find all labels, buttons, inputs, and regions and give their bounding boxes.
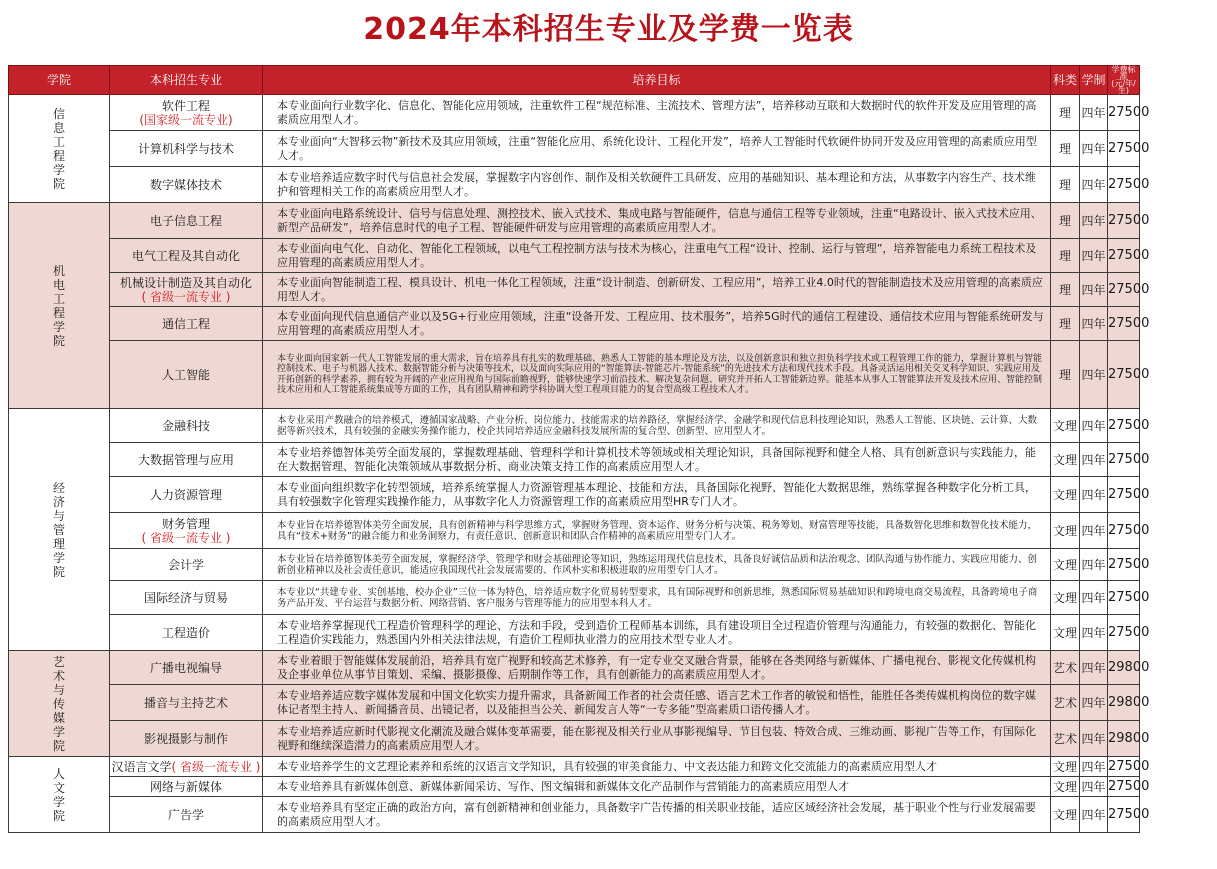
header-major: 本科招生专业 xyxy=(110,66,263,95)
training-goal-cell: 本专业面向电路系统设计、信号与信息处理、测控技术、嵌入式技术、集成电路与智能硬件，信息与通信工程等专业领域，注重“电路设计、嵌入式技术应用、新型产品研发”，培养信息时代的电子工程、智能硬件研发与应用管理的高素质应用型人才。 xyxy=(263,203,1051,239)
category-cell: 文理 xyxy=(1051,797,1080,833)
category-cell: 理 xyxy=(1051,239,1080,273)
major-cell xyxy=(110,167,263,203)
major-cell xyxy=(110,581,263,615)
years-cell: 四年 xyxy=(1080,131,1108,167)
training-goal-cell: 本专业着眼于智能媒体发展前沿，培养具有宽广视野和较高艺术修养，有一定专业交叉融合背景，能够在各类网络与新媒体、广播电视台、影视文化传媒机构及企事业单位从事节目策划、采编、摄影摄像、后期制作等工作，具有创新能力的高素质应用型人才。 xyxy=(263,651,1051,685)
major-cell xyxy=(110,685,263,721)
fee-cell: 27500 xyxy=(1108,757,1140,777)
major-name: 广播电视编导 xyxy=(149,660,222,675)
training-goal-cell: 本专业采用产教融合的培养模式，遵循国家战略、产业分析、岗位能力、技能需求的培养路径，掌握经济学、金融学和现代信息科技理论知识，熟悉人工智能、区块链、云计算、大数据等新兴技术，具有较强的金融实务操作能力，校企共同培养适应金融科技发展所需的复合型、创新型、应用型人才。 xyxy=(263,409,1051,443)
page-title: 2024年本科招生专业及学费一览表 xyxy=(363,12,854,47)
college-name: 艺术与传媒学院 xyxy=(52,654,65,753)
category-cell: 理 xyxy=(1051,203,1080,239)
table-row xyxy=(9,513,1140,549)
fee-cell: 27500 xyxy=(1108,203,1140,239)
years-cell: 四年 xyxy=(1080,307,1108,341)
fee-cell: 27500 xyxy=(1108,443,1140,477)
college-cell xyxy=(9,757,110,833)
major-cell xyxy=(110,651,263,685)
major-cell xyxy=(110,615,263,651)
table-row xyxy=(9,477,1140,513)
fee-cell: 27500 xyxy=(1108,549,1140,581)
years-cell: 四年 xyxy=(1080,615,1108,651)
table-row xyxy=(9,757,1140,777)
major-cell xyxy=(110,95,263,131)
category-cell: 理 xyxy=(1051,167,1080,203)
training-goal-cell: 本专业培养具有新媒体创意、新媒体新闻采访、写作、图文编辑和新媒体文化产品制作与营销能力的高素质应用型人才 xyxy=(263,777,1051,797)
training-goal-cell: 本专业培养掌握现代工程造价管理科学的理论、方法和手段，受到造价工程师基本训练，具有建设项目全过程造价管理与沟通能力，有较强的数据化、智能化工程造价实践能力，熟悉国内外相关法律法规，有造价工程师执业潜力的应用技术型专业人才。 xyxy=(263,615,1051,651)
category-cell: 文理 xyxy=(1051,409,1080,443)
training-goal-cell: 本专业培养适应数字媒体发展和中国文化软实力提升需求，具备新闻工作者的社会责任感、语言艺术工作者的敏锐和悟性，能胜任各类传媒机构岗位的数字媒体记者型主持人、新闻播音员、出镜记者，以及能担当公关、新闻发言人等“一专多能”型高素质口语传播人才。 xyxy=(263,685,1051,721)
category-cell: 文理 xyxy=(1051,777,1080,797)
header-fee-line2: (元/年/生) xyxy=(1111,79,1136,95)
years-cell: 四年 xyxy=(1080,651,1108,685)
major-cell xyxy=(110,203,263,239)
training-goal-cell: 本专业面向国家新一代人工智能发展的重大需求，旨在培养具有扎实的数理基础、熟悉人工智能的基本理论及方法，以及创新意识和独立担负科学技术或工程管理工作的能力，掌握计算机与智能控制技术、电子与机器人技术、数据智能分析与决策等技术，以及面向实际应用的“智能算法-智能芯片-智能系统”的先进技术方法和现代技术手段。具备灵活运用相关交叉科学知识、实践应用及开拓创新的科学素养，拥有较为开阔的产业应用视角与国际前瞻视野，能够快速学习前沿技术、解决复杂问题、研究并开拓人工智能新边界。能基本从事人工智能算法开发及技术应用、智能控制技术应用和人工智能系统集成等方面的工作，具有团队精神和跨学科协调大型工程项目能力的复合型高级工程技术人才。 xyxy=(263,341,1051,409)
fee-cell: 27500 xyxy=(1108,167,1140,203)
table-row xyxy=(9,581,1140,615)
first-class-badge: ( 省级一流专业 ) xyxy=(141,289,231,304)
training-goal-cell: 本专业培养德智体美劳全面发展的，掌握数理基础、管理科学和计算机技术等领域或相关理论知识，具备国际视野和健全人格、具有创新意识与实践能力，能在大数据管理、智能化决策领域从事数据分析、商业决策支持工作的高素质应用型人才。 xyxy=(263,443,1051,477)
college-name: 经济与管理学院 xyxy=(52,480,65,579)
major-name: 电气工程及其自动化 xyxy=(131,248,240,263)
major-name: 软件工程 xyxy=(161,98,210,113)
training-goal-cell: 本专业旨在培养德智体美劳全面发展，具有创新精神与科学思维方式，掌握财务管理、资本运作、财务分析与决策、税务筹划、财富管理等技能，具备数智化思维和数智化技术能力，具有“技术+财务”的融合能力和业务洞察力，有责任意识、创新意识和团队合作精神的高素质应用型专门人才。 xyxy=(263,513,1051,549)
fee-cell: 27500 xyxy=(1108,513,1140,549)
fee-cell: 29800 xyxy=(1108,685,1140,721)
fee-cell: 29800 xyxy=(1108,651,1140,685)
years-cell: 四年 xyxy=(1080,581,1108,615)
college-cell xyxy=(9,95,110,203)
major-name: 电子信息工程 xyxy=(149,213,222,228)
fee-cell: 27500 xyxy=(1108,777,1140,797)
major-name: 大数据管理与应用 xyxy=(137,452,234,467)
college-cell xyxy=(9,203,110,409)
table-row xyxy=(9,615,1140,651)
major-name: 国际经济与贸易 xyxy=(143,590,228,605)
college-cell xyxy=(9,409,110,651)
category-cell: 文理 xyxy=(1051,581,1080,615)
header-college: 学院 xyxy=(9,66,110,95)
fee-cell: 27500 xyxy=(1108,477,1140,513)
major-cell xyxy=(110,797,263,833)
table-row xyxy=(9,721,1140,757)
category-cell: 文理 xyxy=(1051,757,1080,777)
fee-cell: 27500 xyxy=(1108,409,1140,443)
table-row xyxy=(9,443,1140,477)
major-cell xyxy=(110,307,263,341)
fee-cell: 27500 xyxy=(1108,95,1140,131)
fee-cell: 29800 xyxy=(1108,721,1140,757)
training-goal-cell: 本专业面向组织数字化转型领域，培养系统掌握人力资源管理基本理论、技能和方法，具备国际化视野、智能化大数据思维，熟练掌握各种数字化分析工具，具有较强数字化管理实践操作能力，从事数字化人力资源管理工作的高素质应用型HR专门人才。 xyxy=(263,477,1051,513)
training-goal-cell: 本专业培养具有坚定正确的政治方向，富有创新精神和创业能力，具备数字广告传播的相关职业技能，适应区域经济社会发展，基于职业个性与行业发展需要的高素质应用型人才。 xyxy=(263,797,1051,833)
major-name: 计算机科学与技术 xyxy=(137,141,234,156)
major-cell xyxy=(110,131,263,167)
major-cell xyxy=(110,777,263,797)
training-goal-cell: 本专业面向“大智移云物”新技术及其应用领域，注重“智能化应用、系统化设计、工程化开发”，培养人工智能时代软硬件协同开发及应用管理的高素质应用型人才。 xyxy=(263,131,1051,167)
first-class-badge: ( 省级一流专业 ) xyxy=(141,530,231,545)
training-goal-cell: 本专业培养适应新时代影视文化潮流及融合媒体变革需要，能在影视及相关行业从事影视编导、节目包装、特效合成、三维动画、影视广告等工作，有国际化视野和继续深造潜力的高素质应用型人才。 xyxy=(263,721,1051,757)
major-name: 播音与主持艺术 xyxy=(143,695,228,710)
fee-cell: 27500 xyxy=(1108,131,1140,167)
major-name: 机械设计制造及其自动化 xyxy=(119,275,252,290)
years-cell: 四年 xyxy=(1080,721,1108,757)
years-cell: 四年 xyxy=(1080,341,1108,409)
table-body xyxy=(9,95,1150,833)
table-row xyxy=(9,167,1140,203)
table-row xyxy=(9,307,1140,341)
college-name: 机电工程学院 xyxy=(52,263,65,348)
category-cell: 理 xyxy=(1051,307,1080,341)
years-cell: 四年 xyxy=(1080,443,1108,477)
category-cell: 文理 xyxy=(1051,549,1080,581)
first-class-badge: (国家级一流专业) xyxy=(139,112,233,127)
fee-cell: 27500 xyxy=(1108,273,1140,307)
training-goal-cell: 本专业面向行业数字化、信息化、智能化应用领域，注重软件工程“规范标准、主流技术、管理方法”，培养移动互联和大数据时代的软件开发及应用管理的高素质应用型人才。 xyxy=(263,95,1051,131)
fee-cell: 27500 xyxy=(1108,615,1140,651)
training-goal-cell: 本专业培养学生的文艺理论素养和系统的汉语言文学知识，具有较强的审美食能力、中文表达能力和跨文化交流能力的高素质应用型人才 xyxy=(263,757,1051,777)
fee-cell: 27500 xyxy=(1108,581,1140,615)
header-fee xyxy=(1108,66,1140,95)
table-row xyxy=(9,95,1140,131)
years-cell: 四年 xyxy=(1080,757,1108,777)
major-cell xyxy=(110,549,263,581)
majors-fee-table xyxy=(8,65,1150,833)
table-row xyxy=(9,203,1140,239)
major-cell xyxy=(110,721,263,757)
college-name: 人文学院 xyxy=(52,766,65,823)
years-cell: 四年 xyxy=(1080,797,1108,833)
category-cell: 艺术 xyxy=(1051,685,1080,721)
training-goal-cell: 本专业以“共建专业、实创基地、校办企业”三位一体为特色，培养适应数字化贸易转型要求，具有国际视野和创新思维，熟悉国际贸易基础知识和跨境电商交易流程，具备跨境电子商务产品开发、平台运营与数据分析、网络营销、客户服务与管理等能力的应用型本科人才。 xyxy=(263,581,1051,615)
years-cell: 四年 xyxy=(1080,685,1108,721)
fee-cell: 27500 xyxy=(1108,797,1140,833)
fee-cell: 27500 xyxy=(1108,239,1140,273)
years-cell: 四年 xyxy=(1080,477,1108,513)
years-cell: 四年 xyxy=(1080,95,1108,131)
years-cell: 四年 xyxy=(1080,549,1108,581)
major-name: 影视摄影与制作 xyxy=(143,731,228,746)
category-cell: 文理 xyxy=(1051,615,1080,651)
table-row xyxy=(9,273,1140,307)
major-name: 会计学 xyxy=(167,557,204,572)
major-name: 工程造价 xyxy=(161,625,210,640)
category-cell: 理 xyxy=(1051,131,1080,167)
major-name: 金融科技 xyxy=(161,418,210,433)
major-name: 通信工程 xyxy=(161,316,210,331)
major-cell xyxy=(110,341,263,409)
header-goal: 培养目标 xyxy=(263,66,1051,95)
years-cell: 四年 xyxy=(1080,203,1108,239)
training-goal-cell: 本专业培养适应数字时代与信息社会发展，掌握数字内容创作、制作及相关软硬件工具研发、应用的基础知识、基本理论和方法，从事数字内容生产、技术维护和管理相关工作的高素质应用型人才。 xyxy=(263,167,1051,203)
years-cell: 四年 xyxy=(1080,409,1108,443)
major-name: 网络与新媒体 xyxy=(149,779,222,794)
major-name: 人工智能 xyxy=(161,367,210,382)
major-name: 数字媒体技术 xyxy=(149,177,222,192)
header-years: 学制 xyxy=(1080,66,1108,95)
category-cell: 理 xyxy=(1051,95,1080,131)
years-cell: 四年 xyxy=(1080,777,1108,797)
table-row xyxy=(9,777,1140,797)
category-cell: 理 xyxy=(1051,273,1080,307)
table-row xyxy=(9,685,1140,721)
major-cell xyxy=(110,443,263,477)
training-goal-cell: 本专业旨在培养德智体美劳全面发展，掌握经济学、管理学和财会基础理论等知识，熟练运用现代信息技术，具备良好诚信品质和法治观念、团队沟通与协作能力、实践应用能力、创新创业精神以及社会责任意识，能适应我国现代社会发展需要的、作风朴实和积极进取的应用型专门人才。 xyxy=(263,549,1051,581)
years-cell: 四年 xyxy=(1080,167,1108,203)
table-row xyxy=(9,409,1140,443)
training-goal-cell: 本专业面向现代信息通信产业以及5G+行业应用领域，注重“设备开发、工程应用、技术服务”，培养5G时代的通信工程建设、通信技术应用与智能系统研发与应用管理的高素质应用型人才。 xyxy=(263,307,1051,341)
category-cell: 文理 xyxy=(1051,443,1080,477)
table-row xyxy=(9,341,1140,409)
table-row xyxy=(9,549,1140,581)
college-cell xyxy=(9,651,110,757)
major-cell xyxy=(110,477,263,513)
years-cell: 四年 xyxy=(1080,239,1108,273)
category-cell: 艺术 xyxy=(1051,651,1080,685)
major-cell xyxy=(110,513,263,549)
category-cell: 理 xyxy=(1051,341,1080,409)
table-row xyxy=(9,651,1140,685)
table-row xyxy=(9,239,1140,273)
major-name: 汉语言文学 xyxy=(111,759,172,774)
years-cell: 四年 xyxy=(1080,273,1108,307)
training-goal-cell: 本专业面向智能制造工程、模具设计、机电一体化工程领域，注重“设计制造、创新研发、工程应用”，培养工业4.0时代的智能制造技术及应用管理的高素质应用型人才。 xyxy=(263,273,1051,307)
header-fee-line1: 学费标准 xyxy=(1111,65,1136,81)
years-cell: 四年 xyxy=(1080,513,1108,549)
major-cell xyxy=(110,273,263,307)
header-category: 科类 xyxy=(1051,66,1080,95)
major-cell xyxy=(110,239,263,273)
major-name: 财务管理 xyxy=(161,516,210,531)
training-goal-cell: 本专业面向电气化、自动化、智能化工程领域，以电气工程控制方法与技术为核心，注重电气工程“设计、控制、运行与管理”，培养智能电力系统工程技术及应用管理的高素质应用型人才。 xyxy=(263,239,1051,273)
category-cell: 文理 xyxy=(1051,513,1080,549)
fee-cell: 27500 xyxy=(1108,341,1140,409)
category-cell: 文理 xyxy=(1051,477,1080,513)
first-class-badge: ( 省级一流专业 ) xyxy=(171,759,261,774)
major-cell xyxy=(110,409,263,443)
major-name: 广告学 xyxy=(167,807,204,822)
table-row xyxy=(9,131,1140,167)
fee-cell: 27500 xyxy=(1108,307,1140,341)
table-header-row xyxy=(9,66,1140,95)
major-cell xyxy=(110,757,263,777)
major-name: 人力资源管理 xyxy=(149,487,222,502)
table-row xyxy=(9,797,1140,833)
category-cell: 艺术 xyxy=(1051,721,1080,757)
college-name: 信息工程学院 xyxy=(52,106,65,191)
